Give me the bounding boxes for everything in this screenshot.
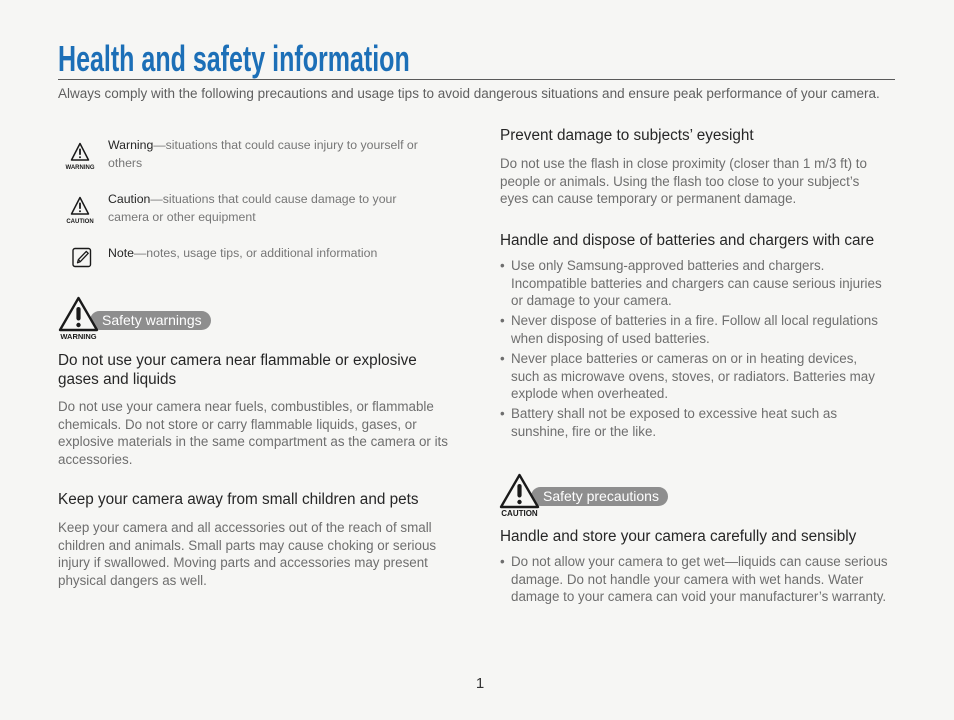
title-divider — [58, 79, 895, 80]
legend-item-caution — [108, 191, 478, 226]
section-body-flammable: Do not use your camera near fuels, combustibles, or flammable chemicals. Do not store or carry flammable liquids, gases, or explosive materials in the same compartment as the camera or its accessories. — [58, 399, 448, 467]
section-body-eyesight: Do not use the flash in close proximity (closer than 1 m/3 ft) to people or animals. Using the flash too close to your subject’s eyes can cause temporary or permanent damage. — [500, 156, 867, 207]
handle-store-bullet-list — [500, 553, 940, 606]
legend-term: Warning — [108, 138, 154, 152]
bullet-text: Never place batteries or cameras on or in heating devices, such as microwave ovens, stoves, or radiators. Batteries may explode when overheated. — [511, 350, 875, 402]
legend-item-warning — [108, 137, 478, 172]
caution-icon-label: CAUTION — [66, 219, 94, 225]
page-number: 1 — [475, 675, 485, 692]
warning-icon — [58, 296, 99, 341]
warning-icon-label: WARNING — [65, 165, 95, 171]
bullet-text: Do not allow your camera to get wet—liquids can cause serious damage. Do not handle your camera with wet hands. Water damage to your camera can void your manufacturer’s warranty. — [511, 554, 888, 605]
legend-description: —situations that could cause damage to your camera or other equipment — [108, 192, 397, 224]
legend-item-note — [108, 245, 478, 263]
warning-icon-label: WARNING — [60, 332, 97, 341]
legend-description: —notes, usage tips, or additional information — [133, 246, 378, 260]
list-item — [500, 257, 940, 310]
battery-bullet-list — [500, 257, 940, 440]
section-body-children: Keep your camera and all accessories out of the reach of small children and animals. Small parts may cause choking or serious injury if swallowed. Moving parts and accessories may present physical dangers as well. — [58, 520, 437, 588]
section-heading-batteries: Handle and dispose of batteries and chargers with care — [500, 231, 875, 249]
list-item — [500, 312, 940, 347]
legend-term: Caution — [108, 192, 151, 206]
caution-icon — [499, 473, 540, 518]
safety-precautions-badge: Safety precautions — [531, 487, 668, 506]
bullet-text: Battery shall not be exposed to excessive heat such as sunshine, fire or the like. — [511, 406, 838, 439]
safety-warnings-badge: Safety warnings — [90, 311, 211, 330]
legend-term: Note — [108, 246, 134, 260]
section-heading-flammable: Do not use your camera near flammable or explosive gases and liquids — [58, 351, 417, 388]
section-heading-handle-store: Handle and store your camera carefully and sensibly — [500, 527, 857, 545]
warning-icon — [63, 142, 97, 172]
bullet-text: Use only Samsung-approved batteries and chargers. Incompatible batteries and chargers can cause serious injuries or damage to your camera. — [511, 258, 882, 309]
list-item — [500, 553, 940, 606]
caution-icon — [63, 196, 97, 226]
intro-text: Always comply with the following precautions and usage tips to avoid dangerous situations and ensure peak performance of your camera. — [58, 86, 880, 101]
section-heading-children: Keep your camera away from small children and pets — [58, 490, 419, 508]
caution-icon-label: CAUTION — [501, 509, 538, 518]
list-item — [500, 405, 940, 440]
list-item — [500, 350, 940, 403]
legend-description: —situations that could cause injury to yourself or others — [108, 138, 418, 170]
page-title: Health and safety information — [58, 38, 410, 79]
bullet-text: Never dispose of batteries in a fire. Follow all local regulations when disposing of used batteries. — [511, 313, 878, 346]
section-heading-eyesight: Prevent damage to subjects’ eyesight — [500, 126, 754, 144]
note-icon — [72, 247, 92, 268]
